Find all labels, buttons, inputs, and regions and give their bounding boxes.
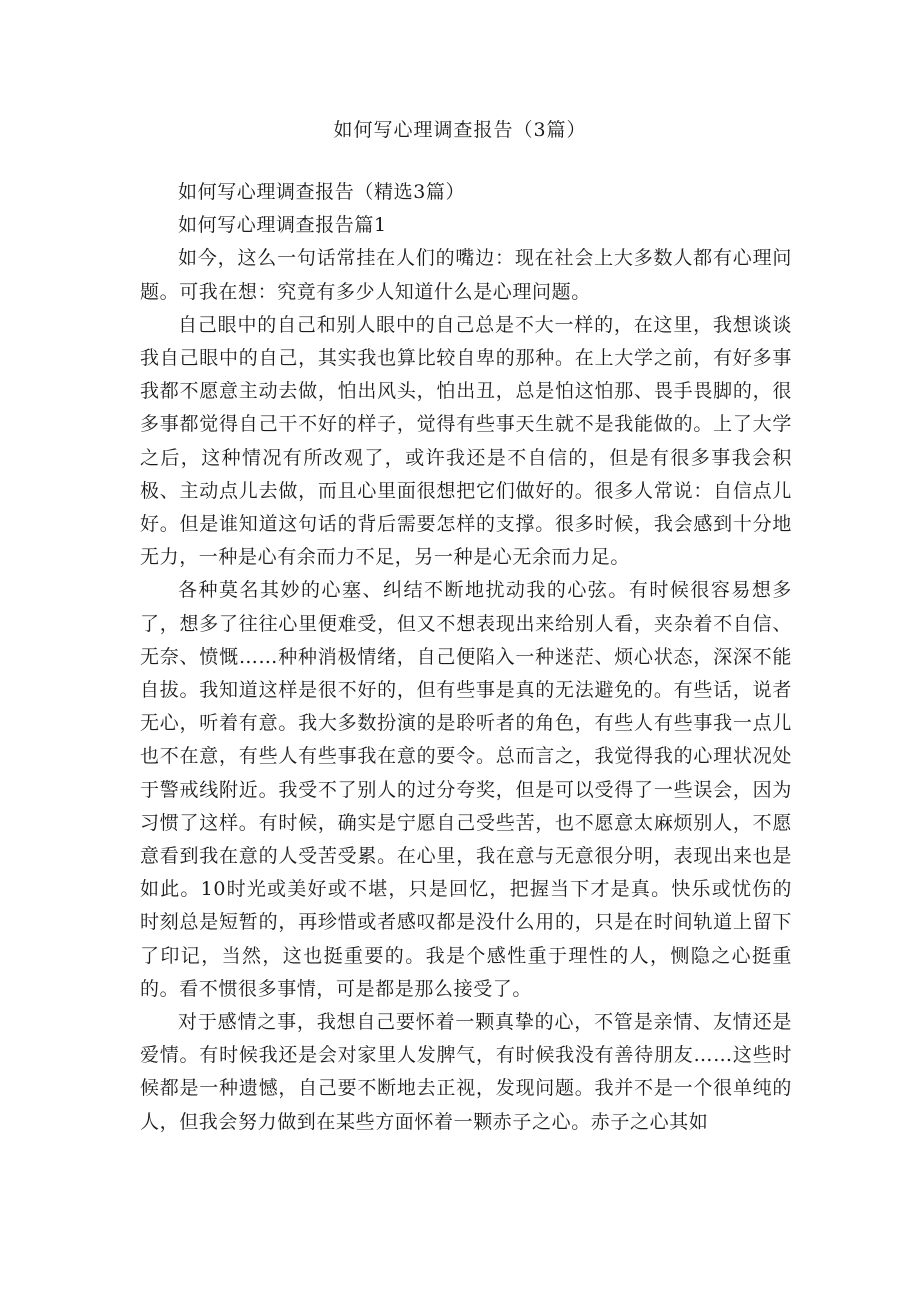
paragraph-4: 对于感情之事，我想自己要怀着一颗真挚的心，不管是亲情、友情还是爱情。有时候我还是会对家里人发脾气，有时候我没有善待朋友……这些时候都是一种遗憾，自己要不断地去正视，发现问题。我并不是一个很单纯的人，但我会努力做到在某些方面怀着一颗赤子之心。赤子之心其如: [140, 1011, 792, 1133]
document-title: 如何写心理调查报告（3篇）: [333, 119, 587, 141]
document-subtitle: 如何写心理调查报告（精选3篇）: [178, 181, 466, 203]
section-heading: 如何写心理调查报告篇1: [178, 214, 387, 237]
document-body: [140, 176, 792, 1139]
paragraph-2: 自己眼中的自己和别人眼中的自己总是不大一样的，在这里，我想谈谈我自己眼中的自己，其实我也算比较自卑的那种。在上大学之前，有好多事我都不愿意主动去做，怕出风头，怕出丑，总是怕这怕那、畏手畏脚的，很多事都觉得自己干不好的样子，觉得有些事天生就不是我能做的。上了大学之后，这种情况有所改观了，或许我还是不自信的，但是有很多事我会积极、主动点儿去做，而且心里面很想把它们做好的。很多人常说：自信点儿好。但是谁知道这句话的背后需要怎样的支撑。很多时候，我会感到十分地无力，一种是心有余而力不足，另一种是心无余而力足。: [140, 313, 792, 569]
paragraph-1: 如今，这么一句话常挂在人们的嘴边：现在社会上大多数人都有心理问题。可我在想：究竟有多少人知道什么是心理问题。: [140, 247, 792, 303]
paragraph-3: 各种莫名其妙的心塞、纠结不断地扰动我的心弦。有时候很容易想多了，想多了往往心里便难受，但又不想表现出来给别人看，夹杂着不自信、无奈、愤慨……种种消极情绪，自己便陷入一种迷茫、烦心状态，深深不能自拔。我知道这样是很不好的，但有些事是真的无法避免的。有些话，说者无心，听着有意。我大多数扮演的是聆听者的角色，有些人有些事我一点儿也不在意，有些人有些事我在意的要令。总而言之，我觉得我的心理状况处于警戒线附近。我受不了别人的过分夸奖，但是可以受得了一些误会，因为习惯了这样。有时候，确实是宁愿自己受些苦，也不愿意太麻烦别人，不愿意看到我在意的人受苦受累。在心里，我在意与无意很分明，表现出来也是如此。10时光或美好或不堪，只是回忆，把握当下才是真。快乐或忧伤的时刻总是短暂的，再珍惜或者感叹都是没什么用的，只是在时间轨道上留下了印记，当然，这也挺重要的。我是个感性重于理性的人，恻隐之心挺重的。看不惯很多事情，可是都是那么接受了。: [140, 579, 792, 1000]
